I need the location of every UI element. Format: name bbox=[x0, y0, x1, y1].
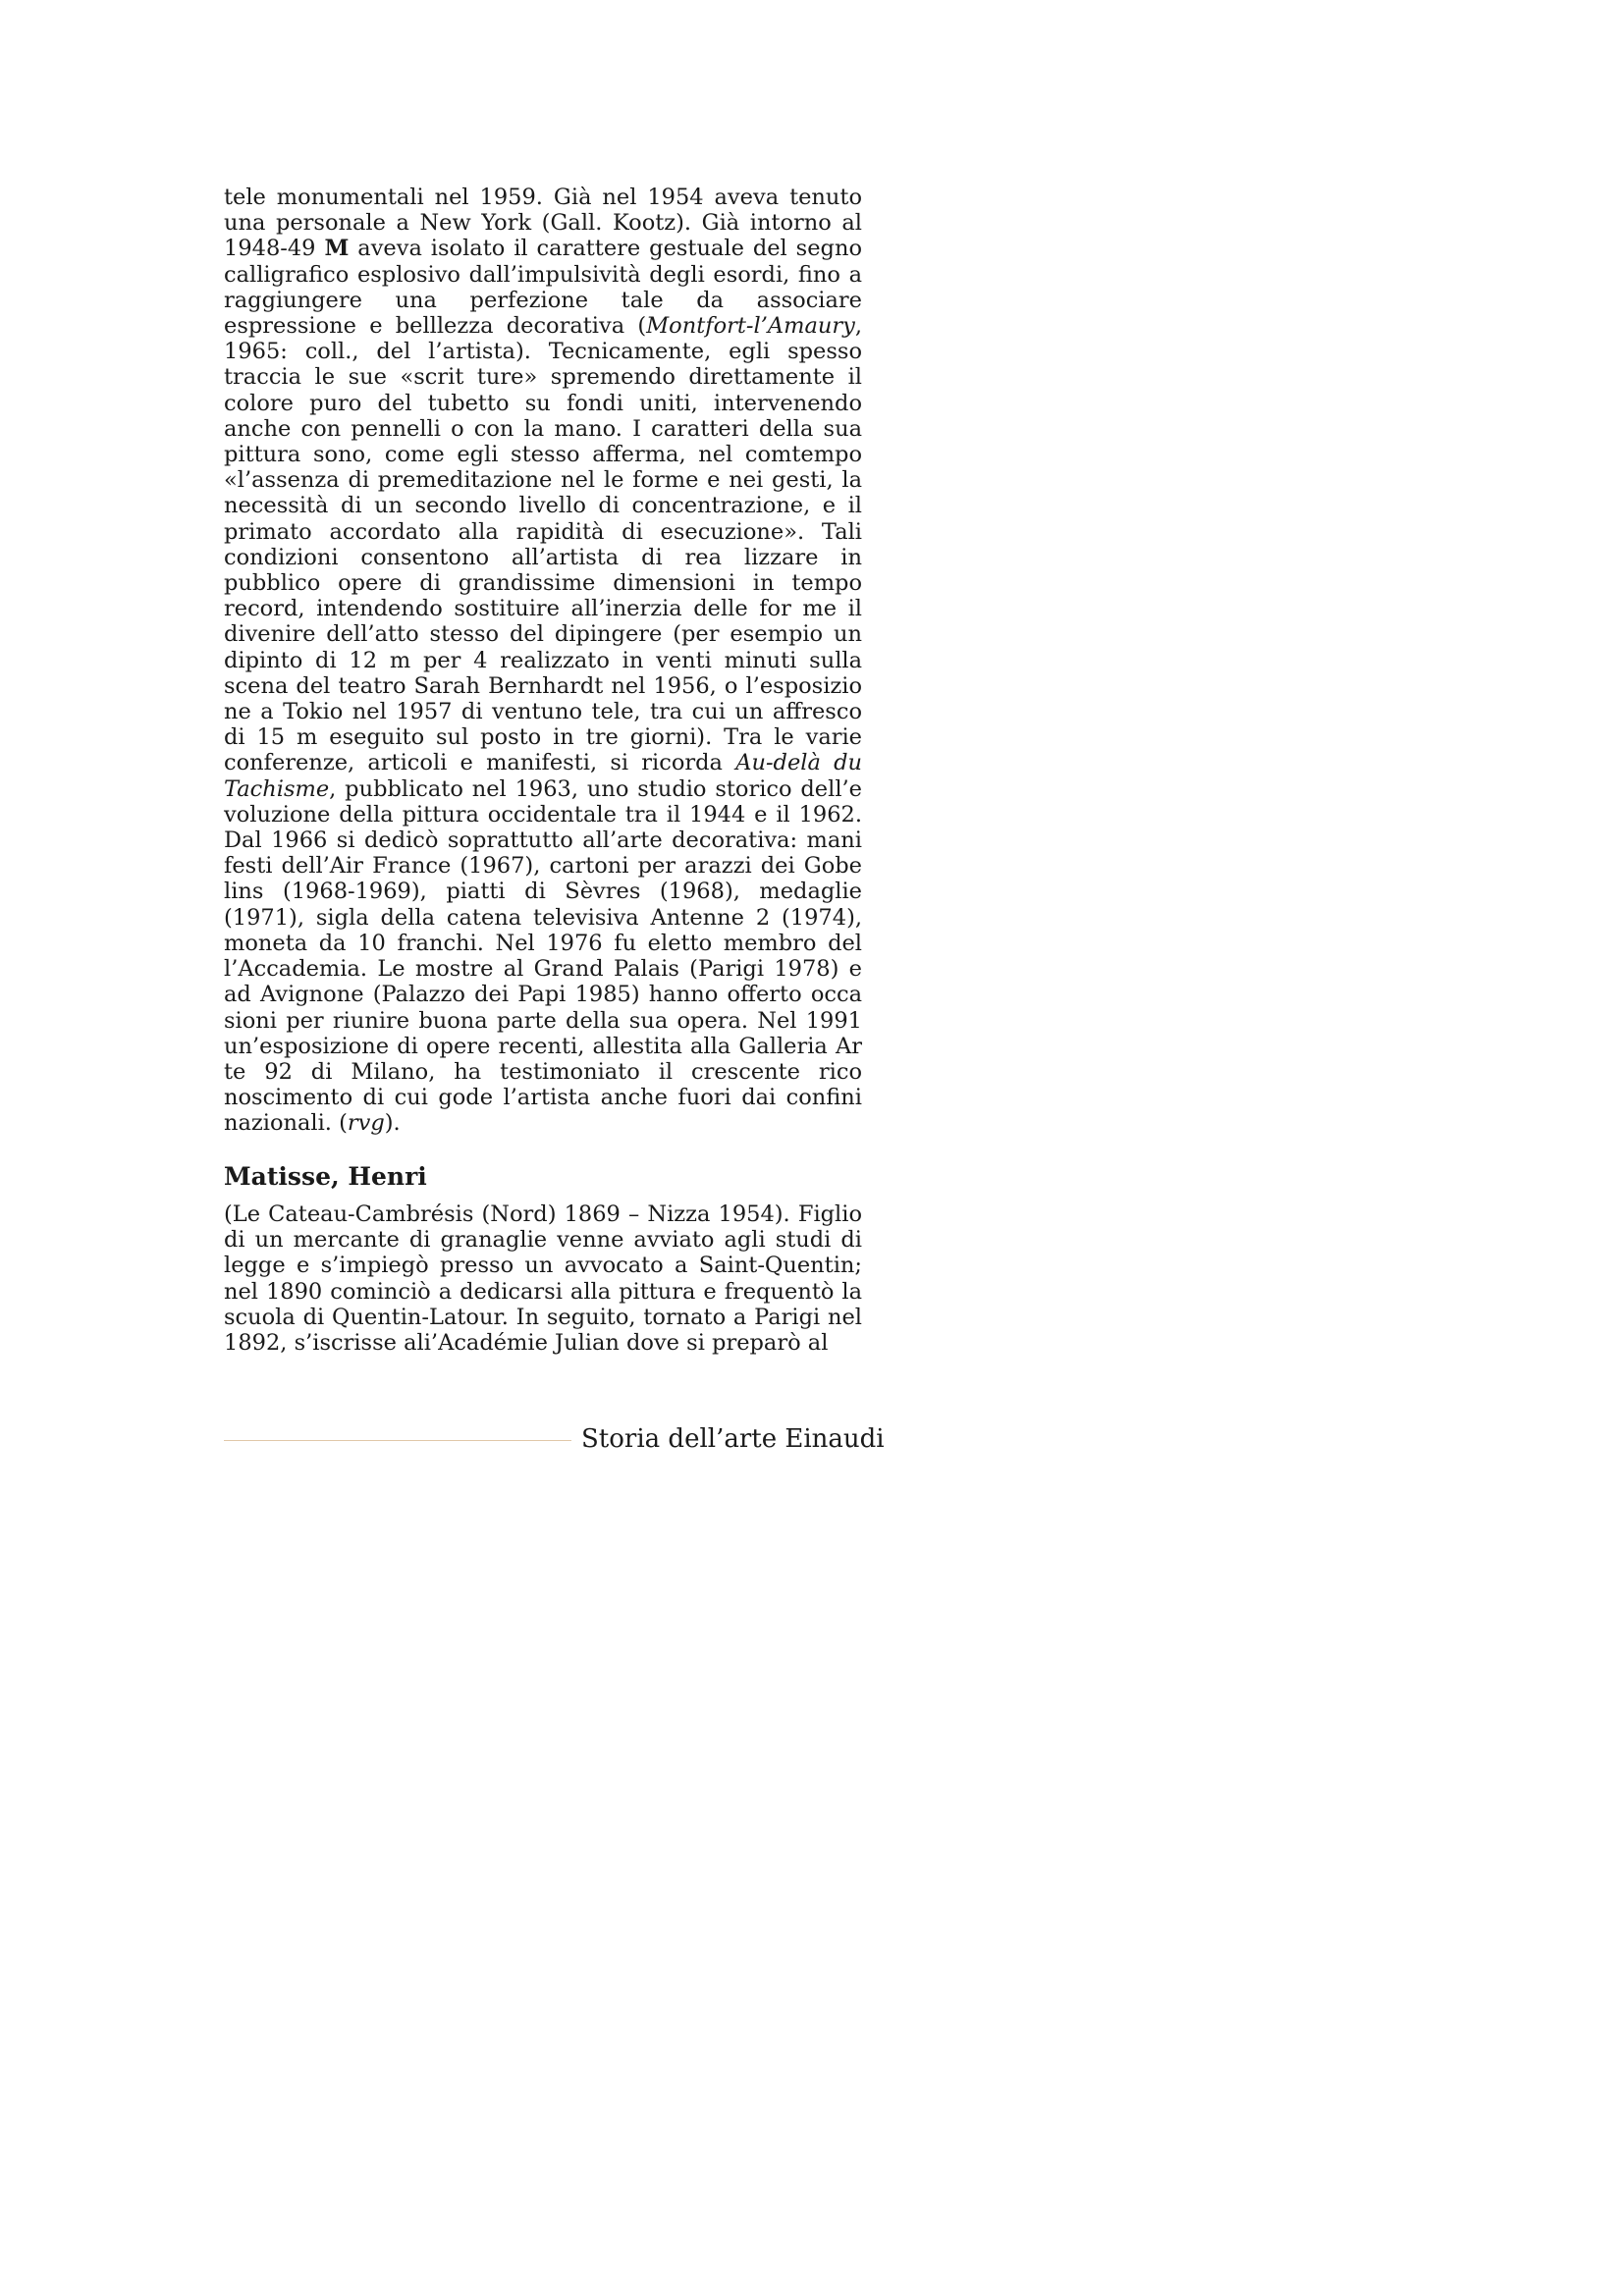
entry-paragraph bbox=[224, 1201, 862, 1356]
publication-title: Au-delà du Tachisme bbox=[224, 750, 862, 802]
continuation-paragraph bbox=[224, 185, 862, 1137]
entry-heading: Matisse, Henri bbox=[224, 1162, 427, 1191]
text-segment: , 1965: coll., del l’artista). Tecnicamente, egli spesso traccia le sue «scrit ture» spremendo direttamente il colore puro del tubetto su fondi uniti, intervenendo anche con pennelli o con la mano. I caratteri della sua pittura sono, come egli stesso afferma, nel comtempo «l’assenza di premeditazione nel le forme e nei gesti, la necessità di un secondo livello di concentrazione, e il primato accordato alla rapidità di esecuzione». Tali condizioni consentono all’artista di rea lizzare in pubblico opere di grandissime dimensioni in tempo record, intendendo sostituire all’inerzia delle for me il divenire dell’atto stesso del dipingere (per esempio un dipinto di 12 m per 4 realizzato in venti minuti sulla scena del teatro Sarah Bernhardt nel 1956, o l’esposizio ne a Tokio nel 1957 di ventuno tele, tra cui un affresco di 15 m eseguito sul posto in tre giorni). Tra le varie conferenze, articoli e manifesti, si ricorda bbox=[224, 313, 862, 776]
entry-text: (Le Cateau-Cambrésis (Nord) 1869 – Nizza 1954). Figlio di un mercante di granaglie venne avviato agli studi di legge e s’impiegò presso un avvocato a Saint-Quentin; nel 1890 cominciò a dedicarsi alla pittura e frequentò la scuola di Quentin-Latour. In seguito, tornato a Parigi nel 1892, s’iscrisse ali’Académie Julian dove si preparò al bbox=[224, 1201, 862, 1357]
text-segment: ). bbox=[384, 1110, 401, 1137]
artwork-title: Montfort-l’Amaury bbox=[646, 313, 855, 340]
text-segment: aveva isolato il carattere gestuale del segno calligrafico esplosivo dall’impulsività degli esordi, fino a raggiungere una perfezione tale da associare espressione e belllezza decorativa ( bbox=[224, 236, 862, 340]
footer-rule bbox=[224, 1440, 571, 1441]
text-segment: , pubblicato nel 1963, uno studio storico dell’e voluzione della pittura occidentale tra il 1944 e il 1962. Dal 1966 si dedicò soprattutto all’arte decorativa: mani festi dell’Air France (1967), cartoni per arazzi dei Gobe lins (1968-1969), piatti di Sèvres (1968), medaglie (1971), sigla della catena televisiva Antenne 2 (1974), moneta da 10 franchi. Nel 1976 fu eletto membro del l’Accademia. Le mostre al Grand Palais (Parigi 1978) e ad Avignone (Palazzo dei Papi 1985) hanno offerto occa sioni per riunire buona parte della sua opera. Nel 1991 un’esposizione di opere recenti, allestita alla Galleria Ar te 92 di Milano, ha testimoniato il crescente rico noscimento di cui gode l’artista anche fuori dai confini nazionali. ( bbox=[224, 775, 862, 1137]
author-initials: rvg bbox=[347, 1110, 385, 1137]
continuation-text bbox=[224, 185, 862, 1137]
entry-initial: M bbox=[324, 236, 350, 262]
text-segment: tele monumentali nel 1959. Già nel 1954 aveva tenuto una personale a New York (Gall. Kootz). Già intorno al 1948-49 bbox=[224, 185, 862, 262]
footer-title: Storia dell’arte Einaudi bbox=[581, 1424, 885, 1454]
